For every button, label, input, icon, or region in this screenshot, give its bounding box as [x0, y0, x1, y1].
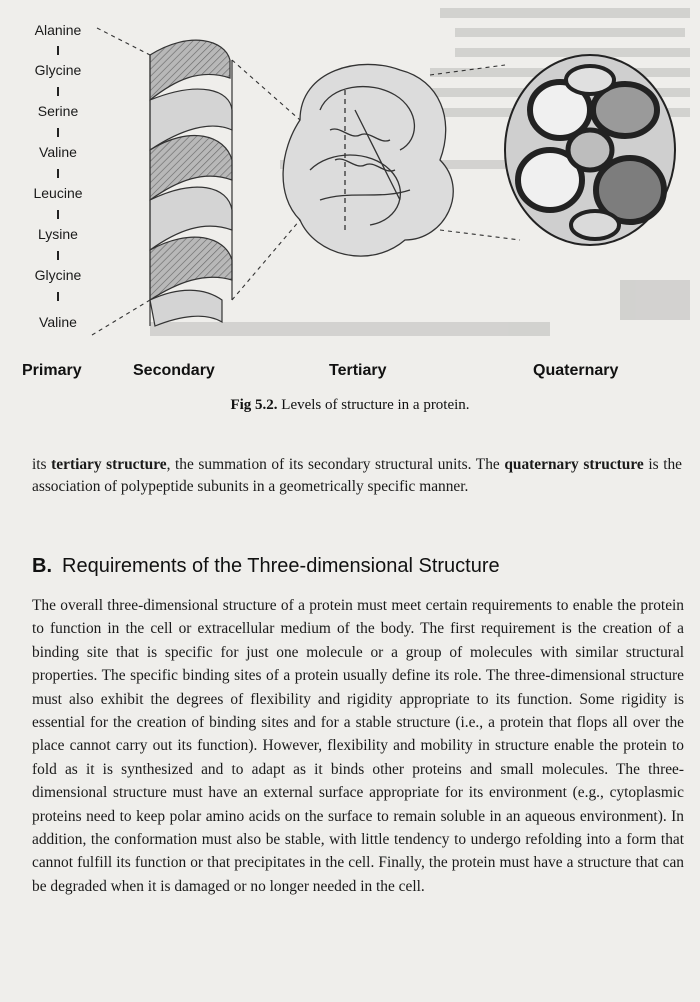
- amino-acid-8: Valine: [39, 314, 77, 330]
- quaternary-assembly: [505, 55, 675, 245]
- amino-acid-7: Glycine: [34, 267, 82, 283]
- figure-caption-text: Levels of structure in a protein.: [281, 397, 470, 413]
- label-tertiary: Tertiary: [329, 362, 387, 379]
- peptide-bond-1: [57, 46, 59, 55]
- amino-acid-4: Valine: [39, 144, 77, 160]
- intro-paragraph: [32, 454, 682, 498]
- amino-acid-2: Glycine: [34, 62, 82, 78]
- amino-acid-5: Leucine: [33, 185, 83, 201]
- intro-text-3: is the association of polypeptide subunits in a geometrically specific manner.: [32, 456, 683, 495]
- peptide-bond-4: [57, 169, 59, 178]
- amino-acid-3: Serine: [37, 103, 79, 119]
- peptide-bond-7: [57, 292, 59, 301]
- amino-acid-1: Alanine: [34, 22, 82, 38]
- figure-number: Fig 5.2.: [230, 397, 278, 413]
- peptide-bond-3: [57, 128, 59, 137]
- term-quaternary-structure: quaternary structure: [504, 456, 644, 473]
- intro-text-2: , the summation of its secondary structural units. The: [166, 456, 505, 473]
- label-primary: Primary: [22, 362, 82, 379]
- protein-structure-figure: [0, 0, 700, 425]
- peptide-bond-5: [57, 210, 59, 219]
- peptide-bond-2: [57, 87, 59, 96]
- section-title: Requirements of the Three-dimensional Structure: [62, 555, 500, 577]
- label-secondary: Secondary: [133, 362, 215, 379]
- figure-caption: [0, 397, 700, 414]
- intro-text-1: its: [32, 456, 52, 473]
- label-quaternary: Quaternary: [533, 362, 619, 379]
- tertiary-fold: [283, 64, 453, 256]
- section-heading: [32, 555, 672, 578]
- peptide-bond-6: [57, 251, 59, 260]
- alpha-helix: [150, 40, 232, 326]
- amino-acid-6: Lysine: [38, 226, 78, 242]
- section-letter: B.: [32, 555, 52, 577]
- term-tertiary-structure: tertiary structure: [51, 456, 167, 473]
- section-body-paragraph: The overall three-dimensional structure of a protein must meet certain requirements to enable the protein to function in the cell or extracellular medium of the body. The first requirement is the creation of a binding site that is specific for just one molecule or a group of molecules with similar structural properties. The specific binding sites of a protein usually define its role. The three-dimensional structure must also exhibit the degrees of flexibility and rigidity appropriate to its function. Some rigidity is essential for the creation of binding sites and for a stable structure (i.e., a protein that flops all over the place cannot carry out its function). However, flexibility and mobility in structure enable the protein to fold as it is synthesized and to adapt as it binds other proteins and small molecules. The three-dimensional structure must have an external surface appropriate for its environment (e.g., cytoplasmic proteins need to keep polar amino acids on the surface to remain soluble in an aqueous environment). In addition, the conformation must also be stable, with little tendency to undergo refolding into a form that cannot fulfill its function or that precipitates in the cell. Finally, the protein must have a structure that can be degraded when it is damaged or no longer needed in the cell.: [32, 597, 684, 895]
